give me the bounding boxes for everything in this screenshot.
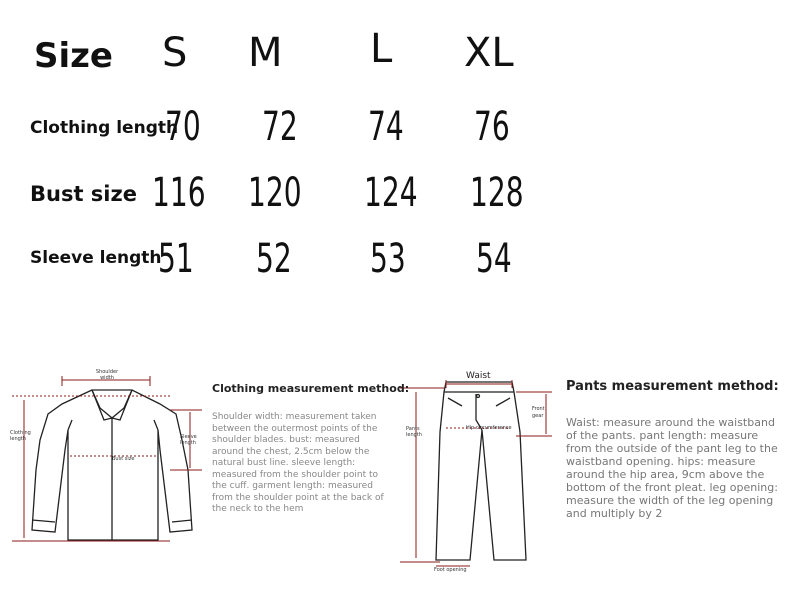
bust-size-xl: 128 bbox=[470, 170, 524, 216]
clothing-length-l: 74 bbox=[368, 104, 404, 150]
shirt-drawing bbox=[32, 390, 192, 540]
clothing-length-s: 70 bbox=[165, 104, 201, 150]
size-l-heading: L bbox=[370, 26, 393, 72]
sleeve-length-s: 51 bbox=[158, 236, 194, 282]
bust-size-s: 116 bbox=[152, 170, 206, 216]
shirt-length-label: Clothing length bbox=[10, 430, 31, 442]
bust-measure-label: Bust size bbox=[112, 456, 135, 462]
size-header-label: Size bbox=[34, 36, 113, 76]
size-m-heading: M bbox=[248, 30, 283, 76]
clothing-method-title: Clothing measurement method: bbox=[212, 382, 410, 395]
bust-size-m: 120 bbox=[248, 170, 302, 216]
sleeve-length-label: Sleeve length bbox=[30, 248, 162, 268]
bust-size-label: Bust size bbox=[30, 182, 137, 206]
sleeve-measure-label: Sleeve length bbox=[180, 434, 197, 446]
shoulder-width-label: Shoulder width bbox=[95, 369, 119, 381]
clothing-length-xl: 76 bbox=[474, 104, 510, 150]
foot-opening-label: Foot opening bbox=[434, 567, 467, 573]
front-gear-label: Front gear bbox=[532, 406, 545, 419]
sleeve-length-m: 52 bbox=[256, 236, 292, 282]
hip-label: Hip circumference bbox=[466, 425, 512, 431]
sleeve-length-l: 53 bbox=[370, 236, 406, 282]
clothing-method-text: Shoulder width: measurement taken between the outermost points of the shoulder blades. bust: measured around the chest, 2.5cm below the natural bust line. sleeve length: measured from the shoulder point to the cuff. garment length: measured from the shoulder point at the back of the neck to the hem bbox=[212, 412, 384, 514]
pants-length-label: Pants length bbox=[406, 426, 422, 438]
waist-label: Waist bbox=[466, 371, 491, 381]
clothing-length-label: Clothing length bbox=[30, 118, 179, 138]
clothing-length-m: 72 bbox=[262, 104, 298, 150]
bust-size-l: 124 bbox=[364, 170, 418, 216]
size-xl-heading: XL bbox=[464, 30, 514, 76]
pants-method-title: Pants measurement method: bbox=[566, 379, 779, 394]
size-s-heading: S bbox=[162, 30, 188, 76]
sleeve-length-xl: 54 bbox=[476, 236, 512, 282]
pants-method-text: Waist: measure around the waistband of the pants. pant length: measure from the outside of the pant leg to the waistband opening. hips: measure around the hip area, 9cm above the bottom of the front pleat. leg opening: measure the width of the leg opening and multiply by 2 bbox=[566, 416, 778, 520]
pants-drawing bbox=[436, 382, 526, 560]
